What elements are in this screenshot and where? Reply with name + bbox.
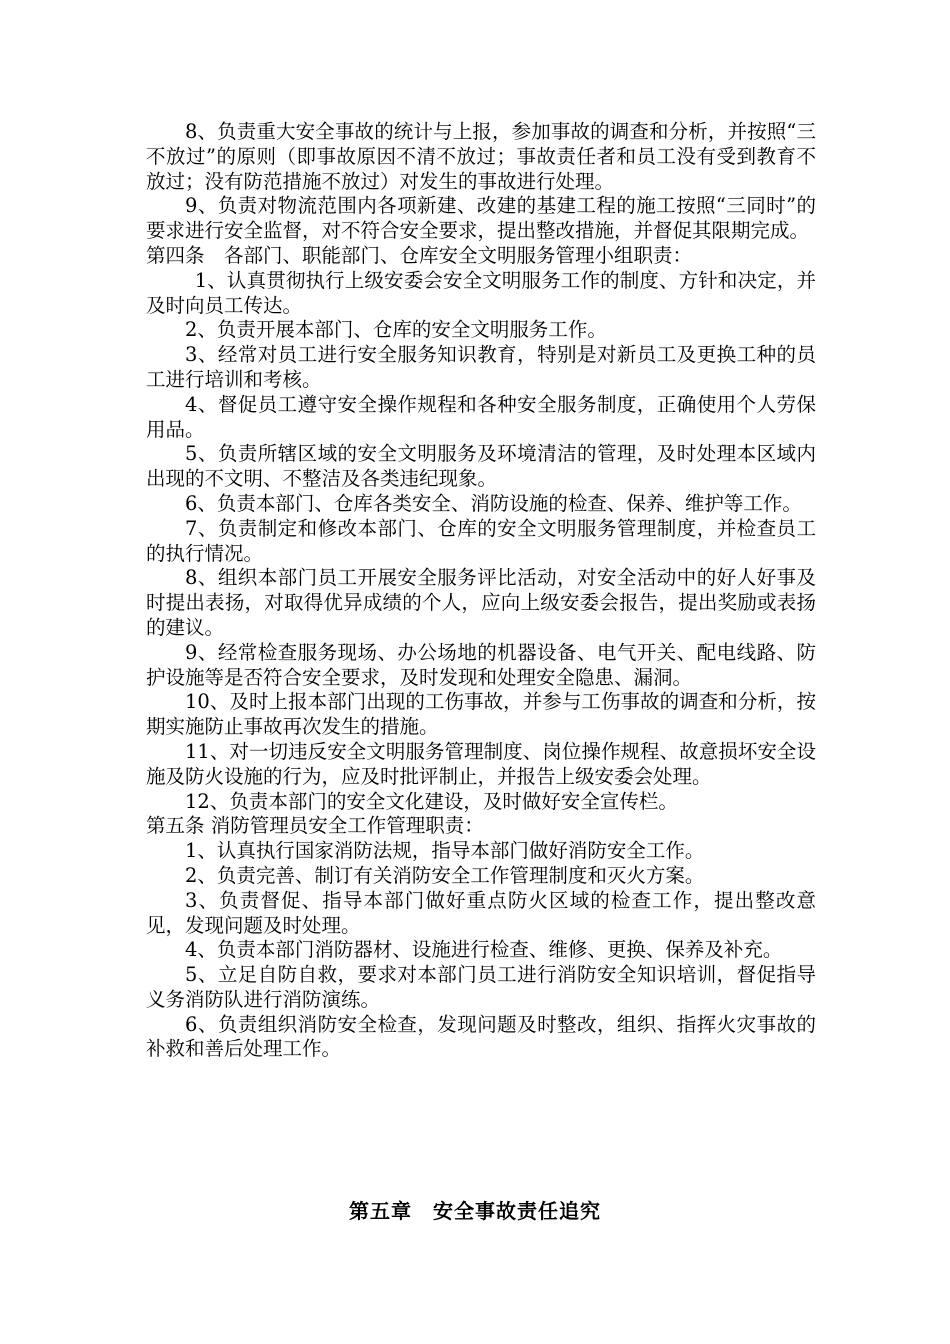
paragraph-article4-item6: 6、负责本部门、仓库各类安全、消防设施的检查、保养、维护等工作。 [185,491,802,515]
paragraph-article5-item5: 5、立足自防自救，要求对本部门员工进行消防安全知识培训，督促指导义务消防队进行消防演练。 [146,963,816,1011]
paragraph-article4-item2: 2、负责开展本部门、仓库的安全文明服务工作。 [185,318,607,342]
document-body [146,120,816,1062]
chapter-heading: 第五章 安全事故责任追究 [349,1199,601,1223]
paragraph-article4-item4: 4、督促员工遵守安全操作规程和各种安全服务制度，正确使用个人劳保用品。 [146,392,816,441]
paragraph-article4-item8: 8、组织本部门员工开展安全服务评比活动，对安全活动中的好人好事及时提出表扬，对取得优异成绩的个人，应向上级安委会报告，提出奖励或表扬的建议。 [146,566,816,639]
paragraph-article4-item3: 3、经常对员工进行安全服务知识教育，特别是对新员工及更换工种的员工进行培训和考核。 [146,343,816,391]
paragraph-article5-item3: 3、负责督促、指导本部门做好重点防火区域的检查工作，提出整改意见，发现问题及时处理。 [146,888,816,937]
paragraph-article5-item6: 6、负责组织消防安全检查，发现问题及时整改，组织、指挥火灾事故的补救和善后处理工作。 [146,1012,816,1061]
paragraph-article5-item4: 4、负责本部门消防器材、设施进行检查、维修、更换、保养及补充。 [185,938,783,962]
article-5-heading: 第五条 消防管理员安全工作管理职责： [146,814,484,838]
paragraph-article3-item8: 8、负责重大安全事故的统计与上报，参加事故的调查和分析，并按照“三不放过”的原则（即事故原因不清不放过；事故责任者和员工没有受到教育不放过；没有防范措施不放过）对发生的事故进行处理。 [146,120,816,193]
paragraph-article4-item11: 11、对一切违反安全文明服务管理制度、岗位操作规程、故意损坏安全设施及防火设施的行为，应及时批评制止，并报告上级安委会处理。 [146,739,816,788]
paragraph-article5-item2: 2、负责完善、制订有关消防安全工作管理制度和灭火方案。 [185,863,705,887]
article-4-heading: 第四条 各部门、职能部门、仓库安全文明服务管理小组职责： [146,243,693,267]
paragraph-article4-item10: 10、及时上报本部门出现的工伤事故，并参与工伤事故的调查和分析，按期实施防止事故再次发生的措施。 [146,690,816,739]
paragraph-article4-item12: 12、负责本部门的安全文化建设，及时做好安全宣传栏。 [185,789,678,813]
paragraph-article4-item1: 1、认真贯彻执行上级安委会安全文明服务工作的制度、方针和决定，并及时向员工传达。 [146,268,816,317]
paragraph-article4-item5: 5、负责所辖区域的安全文明服务及环境清洁的管理，及时处理本区域内出现的不文明、不整洁及各类违纪现象。 [146,442,816,491]
paragraph-article4-item7: 7、负责制定和修改本部门、仓库的安全文明服务管理制度，并检查员工的执行情况。 [146,516,816,565]
paragraph-article4-item9: 9、经常检查服务现场、办公场地的机器设备、电气开关、配电线路、防护设施等是否符合安全要求，及时发现和处理安全隐患、漏洞。 [146,640,816,689]
paragraph-article3-item9: 9、负责对物流范围内各项新建、改建的基建工程的施工按照“三同时”的要求进行安全监督，对不符合安全要求，提出整改措施，并督促其限期完成。 [146,194,816,243]
paragraph-article5-item1: 1、认真执行国家消防法规，指导本部门做好消防安全工作。 [185,839,705,863]
